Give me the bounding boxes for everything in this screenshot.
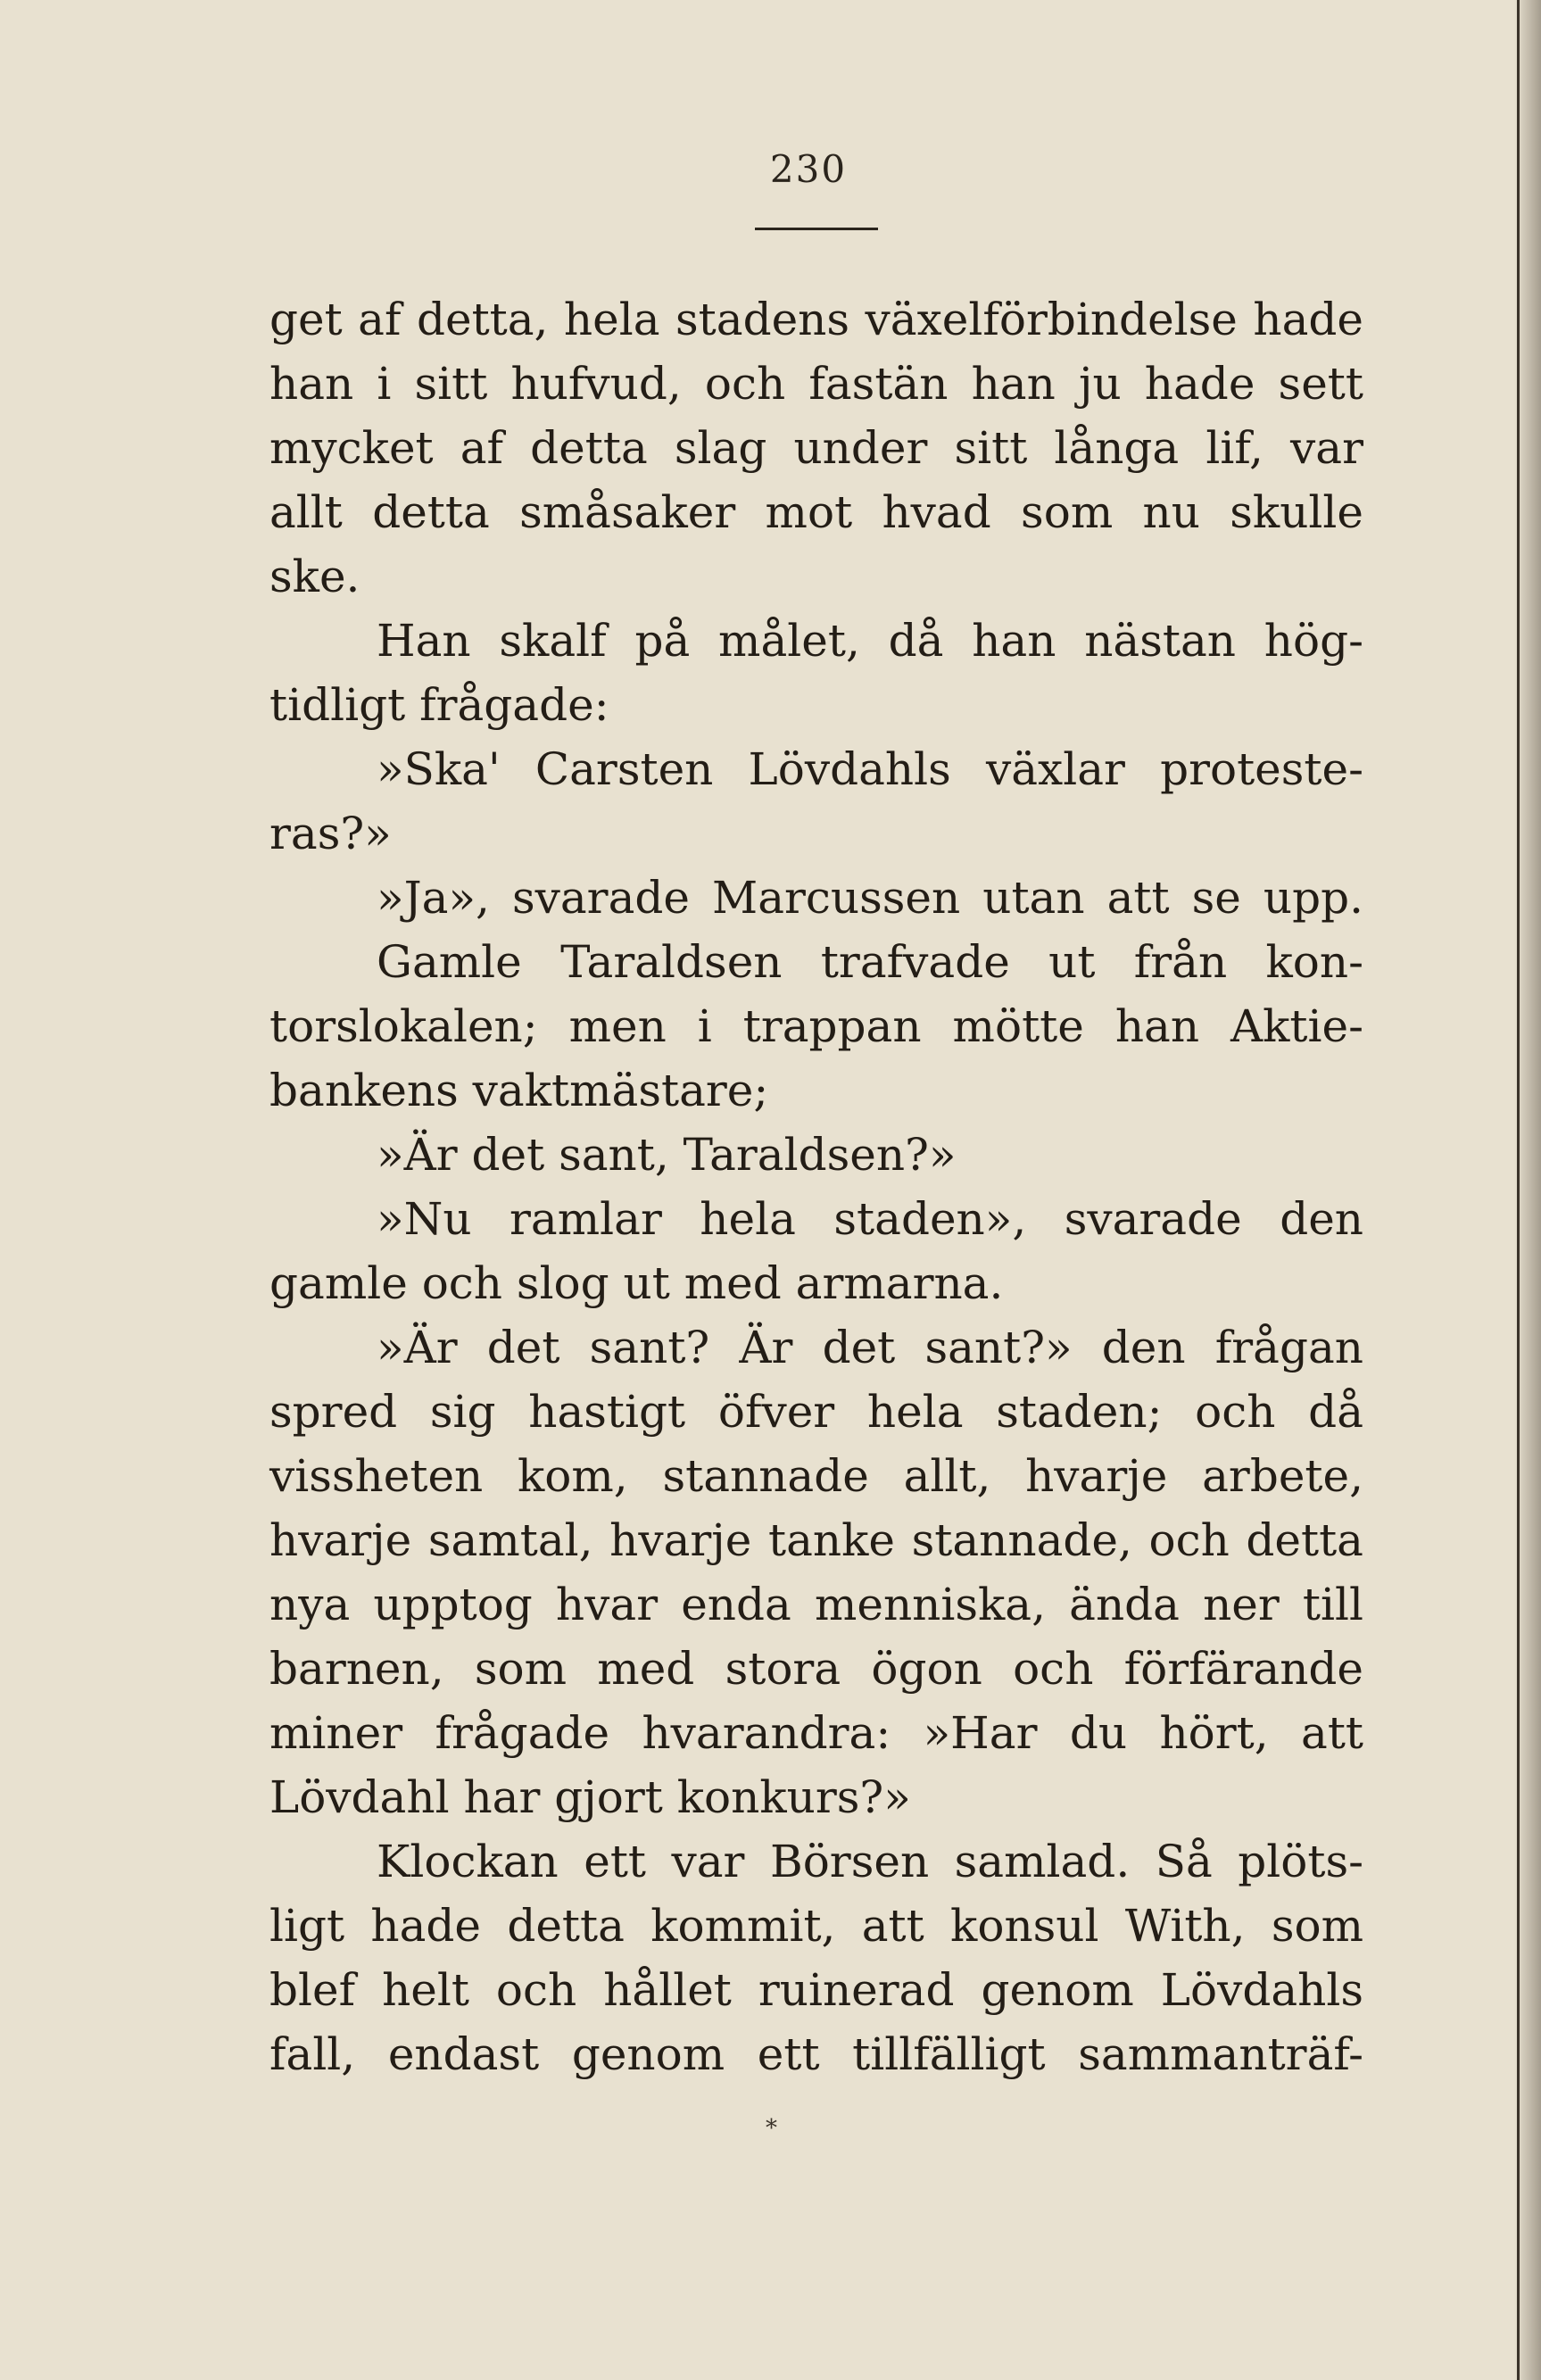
text-line: »Är det sant? Är det sant?» den frågan <box>377 1322 1363 1373</box>
text-line: torslokalen; men i trappan mötte han Aktie- <box>269 1000 1363 1052</box>
text-line: spred sig hastigt öfver hela staden; och då <box>269 1386 1363 1438</box>
text-line: Klockan ett var Börsen samlad. Så plöts- <box>377 1836 1363 1887</box>
text-line: gamle och slog ut med armarna. <box>269 1257 1004 1309</box>
text-line: »Ska' Carsten Lövdahls växlar proteste- <box>377 743 1363 795</box>
text-line: nya upptog hvar enda menniska, ända ner till <box>269 1579 1363 1630</box>
text-line: Gamle Taraldsen trafvade ut från kon- <box>377 936 1363 988</box>
text-line: hvarje samtal, hvarje tanke stannade, och detta <box>269 1514 1363 1566</box>
text-line: »Är det sant, Taraldsen?» <box>377 1129 957 1181</box>
page-edge-line <box>1517 0 1520 2380</box>
text-line: fall, endast genom ett tillfälligt sammanträf- <box>269 2028 1363 2080</box>
page-number: 230 <box>769 147 848 191</box>
text-line: Lövdahl har gjort konkurs?» <box>269 1771 911 1823</box>
text-line: ras?» <box>269 808 392 859</box>
text-line: »Ja», svarade Marcussen utan att se upp. <box>377 872 1363 924</box>
text-line: tidligt frågade: <box>269 679 609 731</box>
text-line: han i sitt hufvud, och fastän han ju hade sett <box>269 358 1363 410</box>
text-line: ligt hade detta kommit, att konsul With, som <box>269 1900 1363 1952</box>
text-body <box>269 287 1363 2086</box>
text-line: mycket af detta slag under sitt långa lif, var <box>269 422 1363 474</box>
header-rule <box>755 228 878 230</box>
text-line: bankens vaktmästare; <box>269 1065 769 1116</box>
text-line: Han skalf på målet, då han nästan hög- <box>377 615 1363 667</box>
text-line: blef helt och hållet ruinerad genom Lövdahls <box>269 1964 1363 2016</box>
text-line: ske. <box>269 551 360 602</box>
text-line: barnen, som med stora ögon och förfärande <box>269 1643 1363 1695</box>
text-line: vissheten kom, stannade allt, hvarje arbete, <box>269 1450 1363 1502</box>
text-line: »Nu ramlar hela staden», svarade den <box>377 1193 1363 1245</box>
text-line: get af detta, hela stadens växelförbindelse hade <box>269 294 1363 345</box>
text-line: allt detta småsaker mot hvad som nu skulle <box>269 486 1363 538</box>
text-line: miner frågade hvarandra: »Har du hört, att <box>269 1707 1363 1759</box>
footer-mark: * <box>766 2115 777 2142</box>
